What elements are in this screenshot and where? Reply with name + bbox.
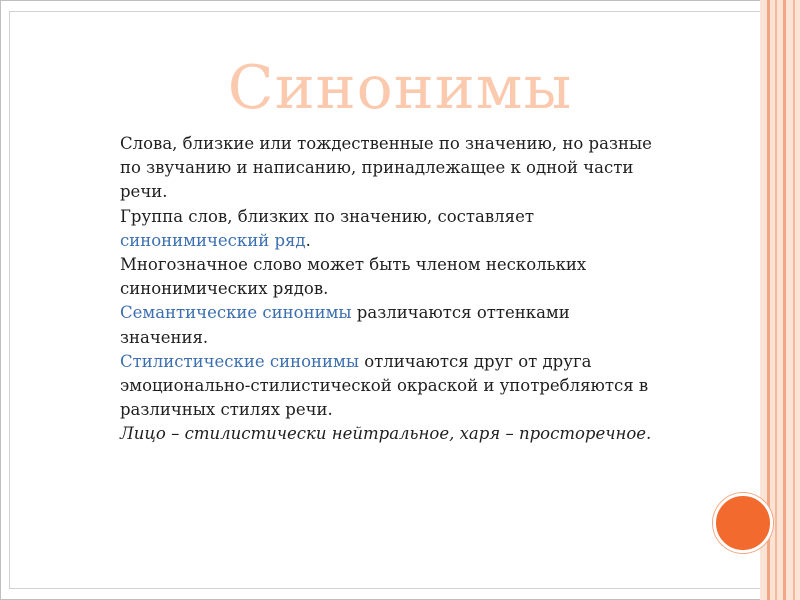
paragraph-text: Группа слов, близких по значению, составляет: [120, 206, 534, 226]
paragraph-synonym-row: [120, 205, 660, 253]
paragraph-stylistic: [120, 350, 660, 423]
paragraph-text: Лицо – стилистически нейтральное, харя – просторечное.: [120, 424, 652, 444]
paragraph-text: .: [305, 230, 311, 250]
slide-body: [120, 132, 660, 447]
decorative-orange-circle: [713, 493, 773, 553]
slide-title: Синонимы: [227, 53, 573, 123]
paragraph-text: различаются оттенками значения.: [120, 303, 570, 347]
paragraph-definition: [120, 132, 660, 205]
paragraph-polysemous: [120, 253, 660, 301]
term-stylistic-synonyms: Стилистические синонимы: [120, 351, 359, 371]
paragraph-text: отличаются друг от друга эмоционально-стилистической окраской и употребляются в различных стилях речи.: [120, 351, 649, 420]
paragraph-semantic: [120, 301, 660, 349]
paragraph-example: [120, 422, 660, 446]
term-semantic-synonyms: Семантические синонимы: [120, 303, 352, 323]
term-synonym-row: синонимический ряд: [120, 230, 306, 250]
paragraph-text: Многозначное слово может быть членом нескольких синонимических рядов.: [120, 255, 587, 299]
paragraph-text: Слова, близкие или тождественные по значению, но разные по звучанию и написанию, принадлежащее к одной части речи.: [120, 134, 652, 202]
